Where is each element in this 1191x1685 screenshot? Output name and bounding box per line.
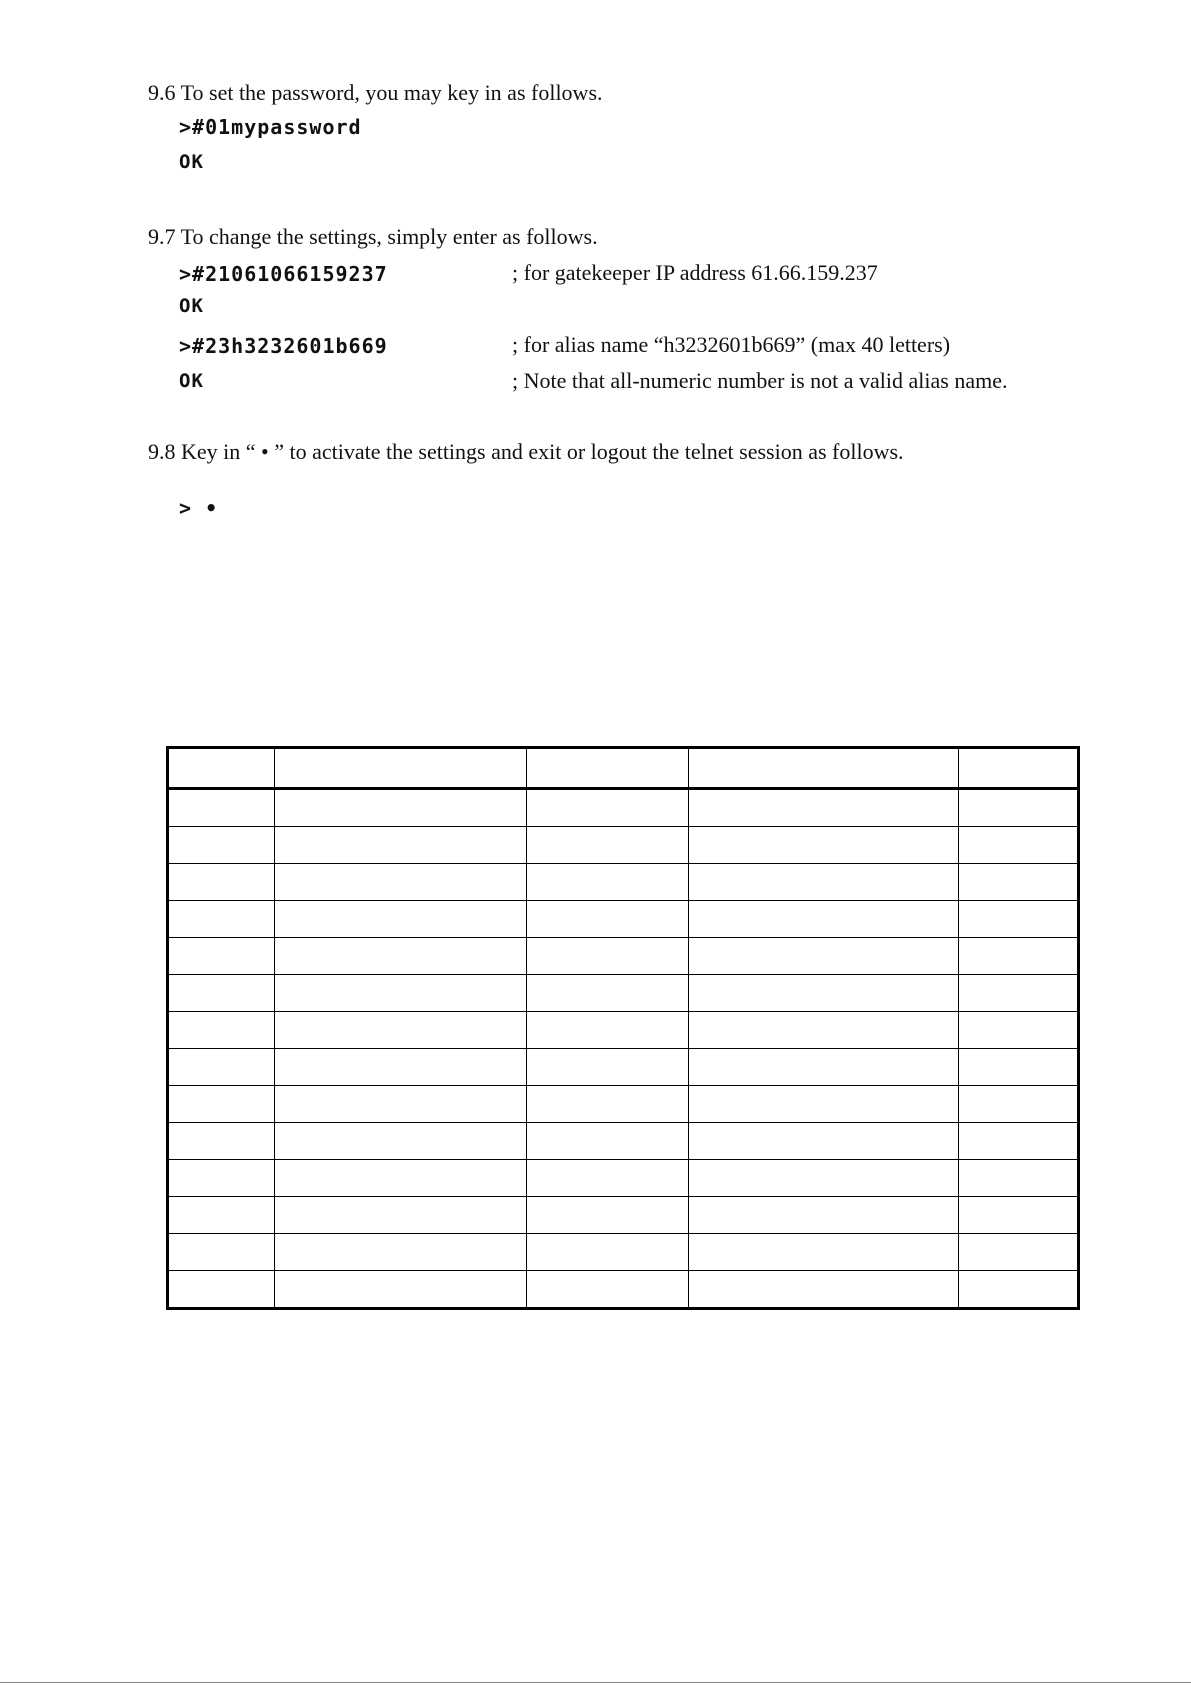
- table-cell: [275, 1160, 527, 1197]
- alias-note: ; Note that all-numeric number is not a valid alias name.: [512, 368, 1008, 393]
- table-cell: [959, 1123, 1079, 1160]
- table-row: [168, 1234, 1079, 1271]
- table-row: [168, 1271, 1079, 1309]
- table-cell: [959, 789, 1079, 827]
- table-cell: [689, 1049, 959, 1086]
- table-cell: [275, 1234, 527, 1271]
- table-cell: [275, 1049, 527, 1086]
- table-cell: [527, 864, 689, 901]
- table-cell: [959, 938, 1079, 975]
- password-command: >#01mypassword: [179, 115, 362, 139]
- table-cell: [689, 1271, 959, 1309]
- table-cell: [527, 1012, 689, 1049]
- table-row: [168, 1086, 1079, 1123]
- blank-table: [166, 746, 1080, 1310]
- table-cell: [689, 1123, 959, 1160]
- table-cell: [689, 864, 959, 901]
- table-row: [168, 975, 1079, 1012]
- table-cell: [689, 789, 959, 827]
- table-cell: [527, 1197, 689, 1234]
- table-cell: [275, 1197, 527, 1234]
- table-cell: [959, 1160, 1079, 1197]
- table-cell: [527, 748, 689, 789]
- activate-command: > •: [179, 496, 219, 520]
- table-row: [168, 864, 1079, 901]
- table-cell: [959, 1049, 1079, 1086]
- table-cell: [527, 938, 689, 975]
- alias-comment: ; for alias name “h3232601b669” (max 40 letters): [512, 332, 951, 357]
- table-cell: [527, 1123, 689, 1160]
- table-row: [168, 901, 1079, 938]
- table-cell: [275, 864, 527, 901]
- table-cell: [275, 1012, 527, 1049]
- table-cell: [275, 1123, 527, 1160]
- table-cell: [959, 901, 1079, 938]
- table-header-row: [168, 748, 1079, 789]
- table-cell: [275, 748, 527, 789]
- table-cell: [168, 1197, 275, 1234]
- gatekeeper-command: >#21061066159237: [179, 262, 388, 286]
- table-cell: [959, 1086, 1079, 1123]
- table-row: [168, 938, 1079, 975]
- table-cell: [689, 827, 959, 864]
- table-cell: [689, 1160, 959, 1197]
- table-cell: [959, 1271, 1079, 1309]
- table-cell: [689, 975, 959, 1012]
- table-cell: [168, 975, 275, 1012]
- table-cell: [689, 1234, 959, 1271]
- table-cell: [527, 827, 689, 864]
- gatekeeper-response: OK: [179, 295, 204, 317]
- table-cell: [689, 748, 959, 789]
- table-row: [168, 1123, 1079, 1160]
- table-cell: [168, 1123, 275, 1160]
- table-cell: [168, 1160, 275, 1197]
- page-bottom-rule: [0, 1682, 1191, 1683]
- table-cell: [275, 938, 527, 975]
- section-9-8-heading: 9.8 Key in “ • ” to activate the settings and exit or logout the telnet session as follows.: [148, 439, 904, 464]
- password-response: OK: [179, 151, 204, 173]
- table-cell: [689, 1197, 959, 1234]
- section-9-6-heading: 9.6 To set the password, you may key in as follows.: [148, 80, 603, 105]
- table-cell: [275, 901, 527, 938]
- table-cell: [168, 864, 275, 901]
- table-cell: [689, 1086, 959, 1123]
- table-row: [168, 1160, 1079, 1197]
- table-cell: [689, 938, 959, 975]
- alias-command: >#23h3232601b669: [179, 334, 388, 358]
- table-cell: [959, 975, 1079, 1012]
- table-cell: [527, 1160, 689, 1197]
- table-cell: [275, 789, 527, 827]
- table-cell: [168, 938, 275, 975]
- table-cell: [689, 901, 959, 938]
- table-cell: [168, 789, 275, 827]
- table-cell: [168, 1271, 275, 1309]
- table-cell: [959, 1234, 1079, 1271]
- table-cell: [959, 827, 1079, 864]
- table-cell: [527, 1234, 689, 1271]
- table-cell: [527, 975, 689, 1012]
- table-cell: [168, 1086, 275, 1123]
- table-row: [168, 1197, 1079, 1234]
- table-cell: [527, 1086, 689, 1123]
- table-cell: [168, 1049, 275, 1086]
- table-cell: [168, 901, 275, 938]
- table-cell: [959, 864, 1079, 901]
- table-cell: [168, 748, 275, 789]
- table-cell: [959, 748, 1079, 789]
- table-cell: [275, 827, 527, 864]
- table-cell: [275, 1086, 527, 1123]
- table-cell: [527, 789, 689, 827]
- table-cell: [275, 975, 527, 1012]
- table-cell: [689, 1012, 959, 1049]
- table-row: [168, 789, 1079, 827]
- alias-response: OK: [179, 370, 204, 392]
- table-cell: [168, 1234, 275, 1271]
- table-cell: [168, 827, 275, 864]
- table-row: [168, 1012, 1079, 1049]
- table-row: [168, 827, 1079, 864]
- gatekeeper-comment: ; for gatekeeper IP address 61.66.159.237: [512, 260, 878, 285]
- table-cell: [527, 1049, 689, 1086]
- table-cell: [527, 1271, 689, 1309]
- table-cell: [959, 1197, 1079, 1234]
- table-cell: [959, 1012, 1079, 1049]
- table-cell: [275, 1271, 527, 1309]
- table-cell: [168, 1012, 275, 1049]
- section-9-7-heading: 9.7 To change the settings, simply enter as follows.: [148, 224, 598, 249]
- table-row: [168, 1049, 1079, 1086]
- table-cell: [527, 901, 689, 938]
